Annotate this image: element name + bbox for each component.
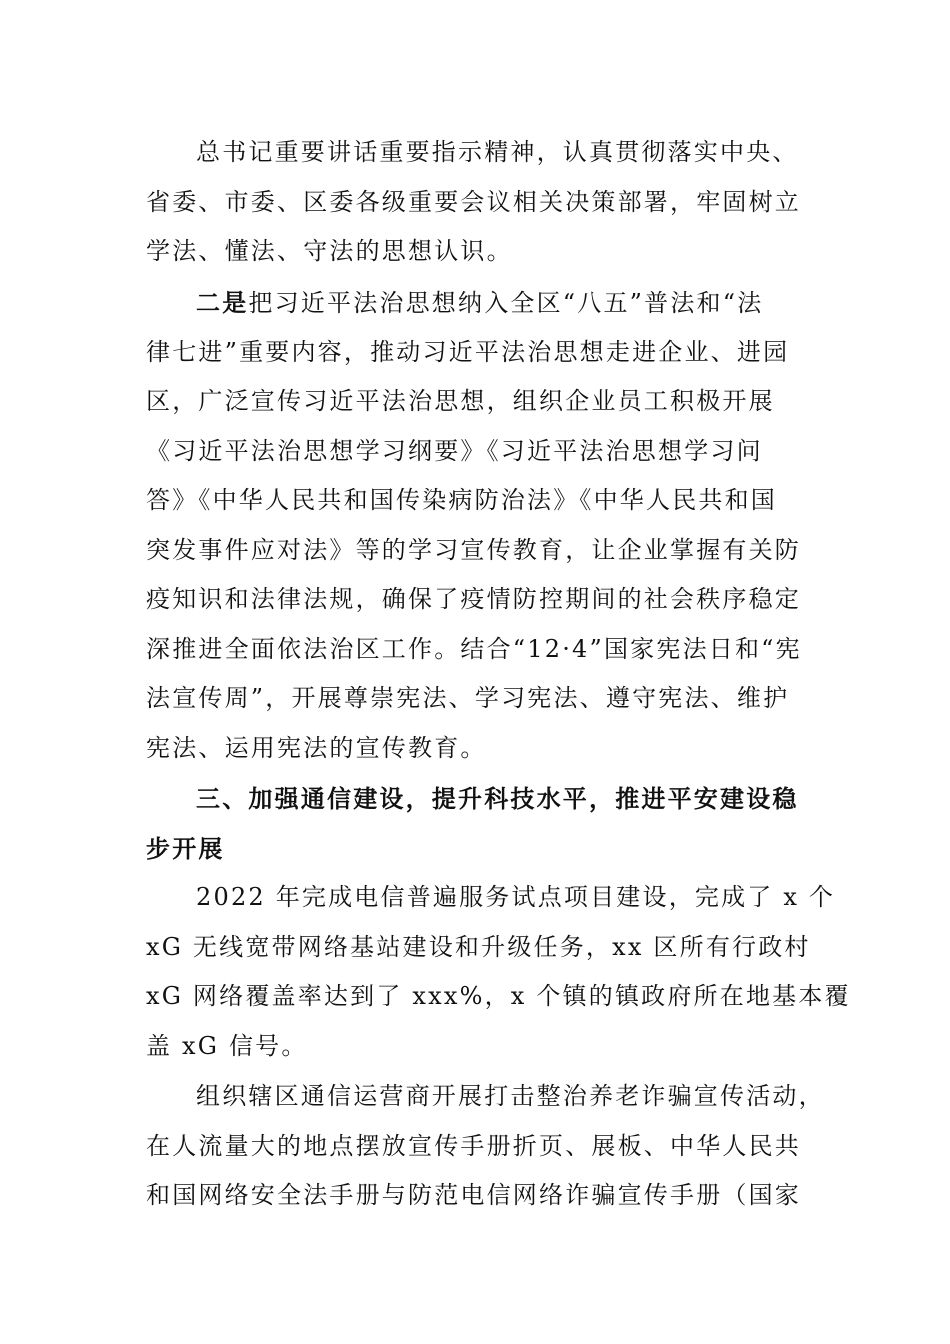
text-line: [146, 278, 806, 328]
bold-lead: 二是: [196, 288, 249, 317]
heading-line: 步开展: [146, 833, 225, 863]
text-line: 疫知识和法律法规，确保了疫情防控期间的社会秩序稳定: [146, 585, 801, 613]
text-line: 《习近平法治思想学习纲要》《习近平法治思想学习问: [146, 436, 763, 465]
text-line: xG 网络覆盖率达到了 xxx%，x 个镇的镇政府所在地基本覆: [146, 982, 851, 1010]
text-line: xG 无线宽带网络基站建设和升级任务，xx 区所有行政村: [146, 932, 811, 961]
text-line: 总书记重要讲话重要指示精神，认真贯彻落实中央、: [196, 138, 799, 166]
text-line: 2022 年完成电信普遍服务试点项目建设，完成了 x 个: [196, 883, 836, 911]
paragraph-1: [146, 128, 806, 277]
text-line: 盖 xG 信号。: [146, 1031, 308, 1060]
text-line: 突发事件应对法》等的学习宣传教育，让企业掌握有关防: [146, 535, 801, 564]
text-line: 学法、懂法、守法的思想认识。: [146, 237, 513, 265]
text-line: 法宣传周”，开展尊崇宪法、学习宪法、遵守宪法、维护: [146, 684, 790, 712]
text-line: 组织辖区通信运营商开展打击整治养老诈骗宣传活动，: [196, 1082, 825, 1110]
paragraph-2: [146, 278, 806, 773]
paragraph-5: [146, 1072, 825, 1221]
text-line: 答》《中华人民共和国传染病防治法》《中华人民共和国: [146, 486, 777, 514]
paragraph-4: [146, 873, 851, 1071]
text-line: 在人流量大的地点摆放宣传手册折页、展板、中华人民共: [146, 1131, 801, 1160]
text-line: 深推进全面依法治区工作。结合“12·4”国家宪法日和“宪: [146, 634, 802, 663]
text-line: 省委、市委、区委各级重要会议相关决策部署，牢固树立: [146, 187, 801, 216]
heading-line: 三、加强通信建设，提升科技水平，推进平安建设稳: [196, 784, 799, 813]
text-line: 宪法、运用宪法的宣传教育。: [146, 733, 487, 762]
text-line: 律七进”重要内容，推动习近平法治思想走进企业、进园: [146, 337, 790, 366]
text-segment: 把习近平法治思想纳入全区“八五”普法和“法: [248, 289, 764, 317]
text-line: 和国网络安全法手册与防范电信网络诈骗宣传手册（国家: [146, 1181, 801, 1209]
section-heading: [146, 774, 806, 873]
text-line: 区，广泛宣传习近平法治思想，组织企业员工积极开展: [146, 387, 775, 415]
